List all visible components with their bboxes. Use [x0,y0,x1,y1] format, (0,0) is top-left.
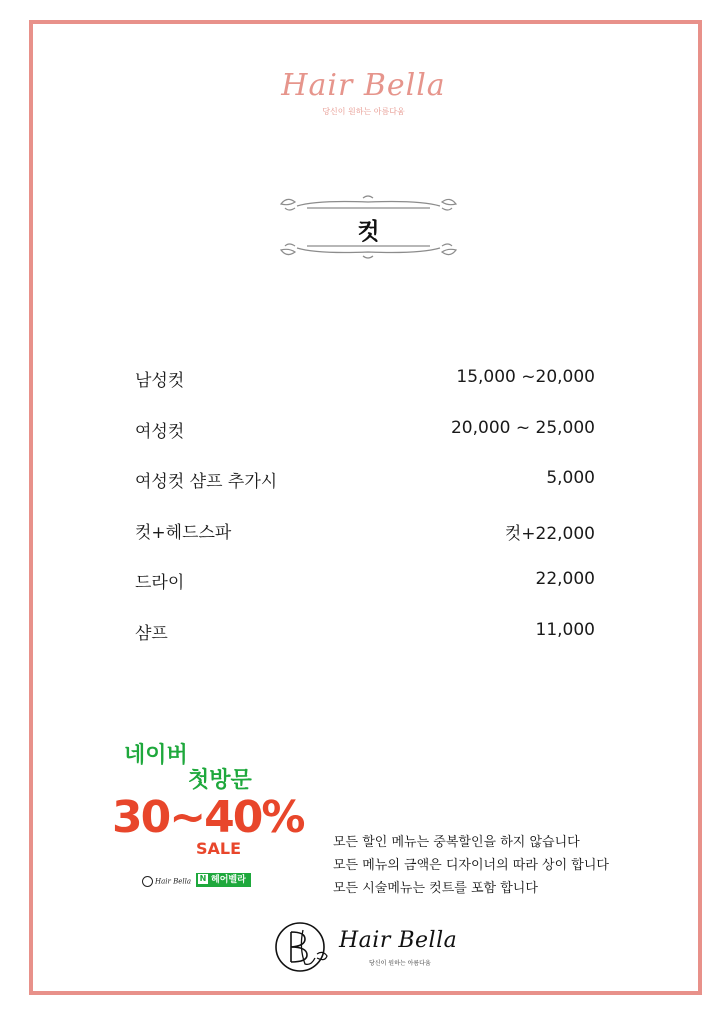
price-row [135,514,595,565]
footer-brand-tagline: 당신이 원하는 아름다움 [369,960,431,967]
footer-brand-name: Hair Bella [339,928,458,953]
price-list [135,362,595,665]
menu-item-price: 22,000 [535,569,595,589]
naver-promo-banner [112,738,304,898]
notice-line: 모든 시술메뉴는 컷트를 포함 합니다 [333,881,538,896]
notice-line: 모든 할인 메뉴는 중복할인을 하지 않습니다 [333,835,580,850]
naver-badge-label: 헤어벨라 [211,875,246,885]
promo-mini-logo [142,876,191,887]
mini-monogram-icon [142,876,153,887]
footer-logo [273,916,463,976]
menu-item-price: 컷+22,000 [504,523,595,544]
promo-sale-text: SALE [196,839,242,858]
menu-item-price: 5,000 [546,468,595,488]
price-row [135,615,595,666]
menu-item-name: 드라이 [135,573,185,593]
brand-tagline: 당신이 원하는 아름다움 [322,107,405,116]
price-row [135,564,595,615]
menu-item-price: 20,000 ~ 25,000 [450,417,595,438]
price-row [135,362,595,413]
menu-item-name: 샴프 [135,623,168,644]
promo-discount: 30~40% [112,792,304,843]
price-row [135,463,595,514]
menu-item-name: 컷+헤드스파 [135,522,232,543]
naver-badge [196,873,251,887]
menu-item-name: 여성컷 샴프 추가시 [135,472,278,492]
naver-n-icon: N [199,874,207,883]
promo-first-visit-text: 첫방문 [188,768,252,793]
menu-item-name: 남성컷 [135,371,185,391]
brand-name: Hair Bella [281,68,446,103]
header-logo [0,68,727,117]
section-title: 컷 [357,219,380,245]
promo-naver-text: 네이버 [124,743,188,768]
menu-item-name: 여성컷 [135,421,185,442]
section-header [277,194,460,260]
promo-mini-brand: Hair Bella [155,877,192,886]
notice-line: 모든 메뉴의 금액은 디자이너의 따라 상이 합니다 [333,858,609,873]
notice-list [333,834,609,903]
hb-monogram-icon [273,916,335,978]
menu-item-price: 11,000 [535,619,595,640]
price-row [135,413,595,464]
menu-item-price: 15,000 ~20,000 [456,367,595,387]
